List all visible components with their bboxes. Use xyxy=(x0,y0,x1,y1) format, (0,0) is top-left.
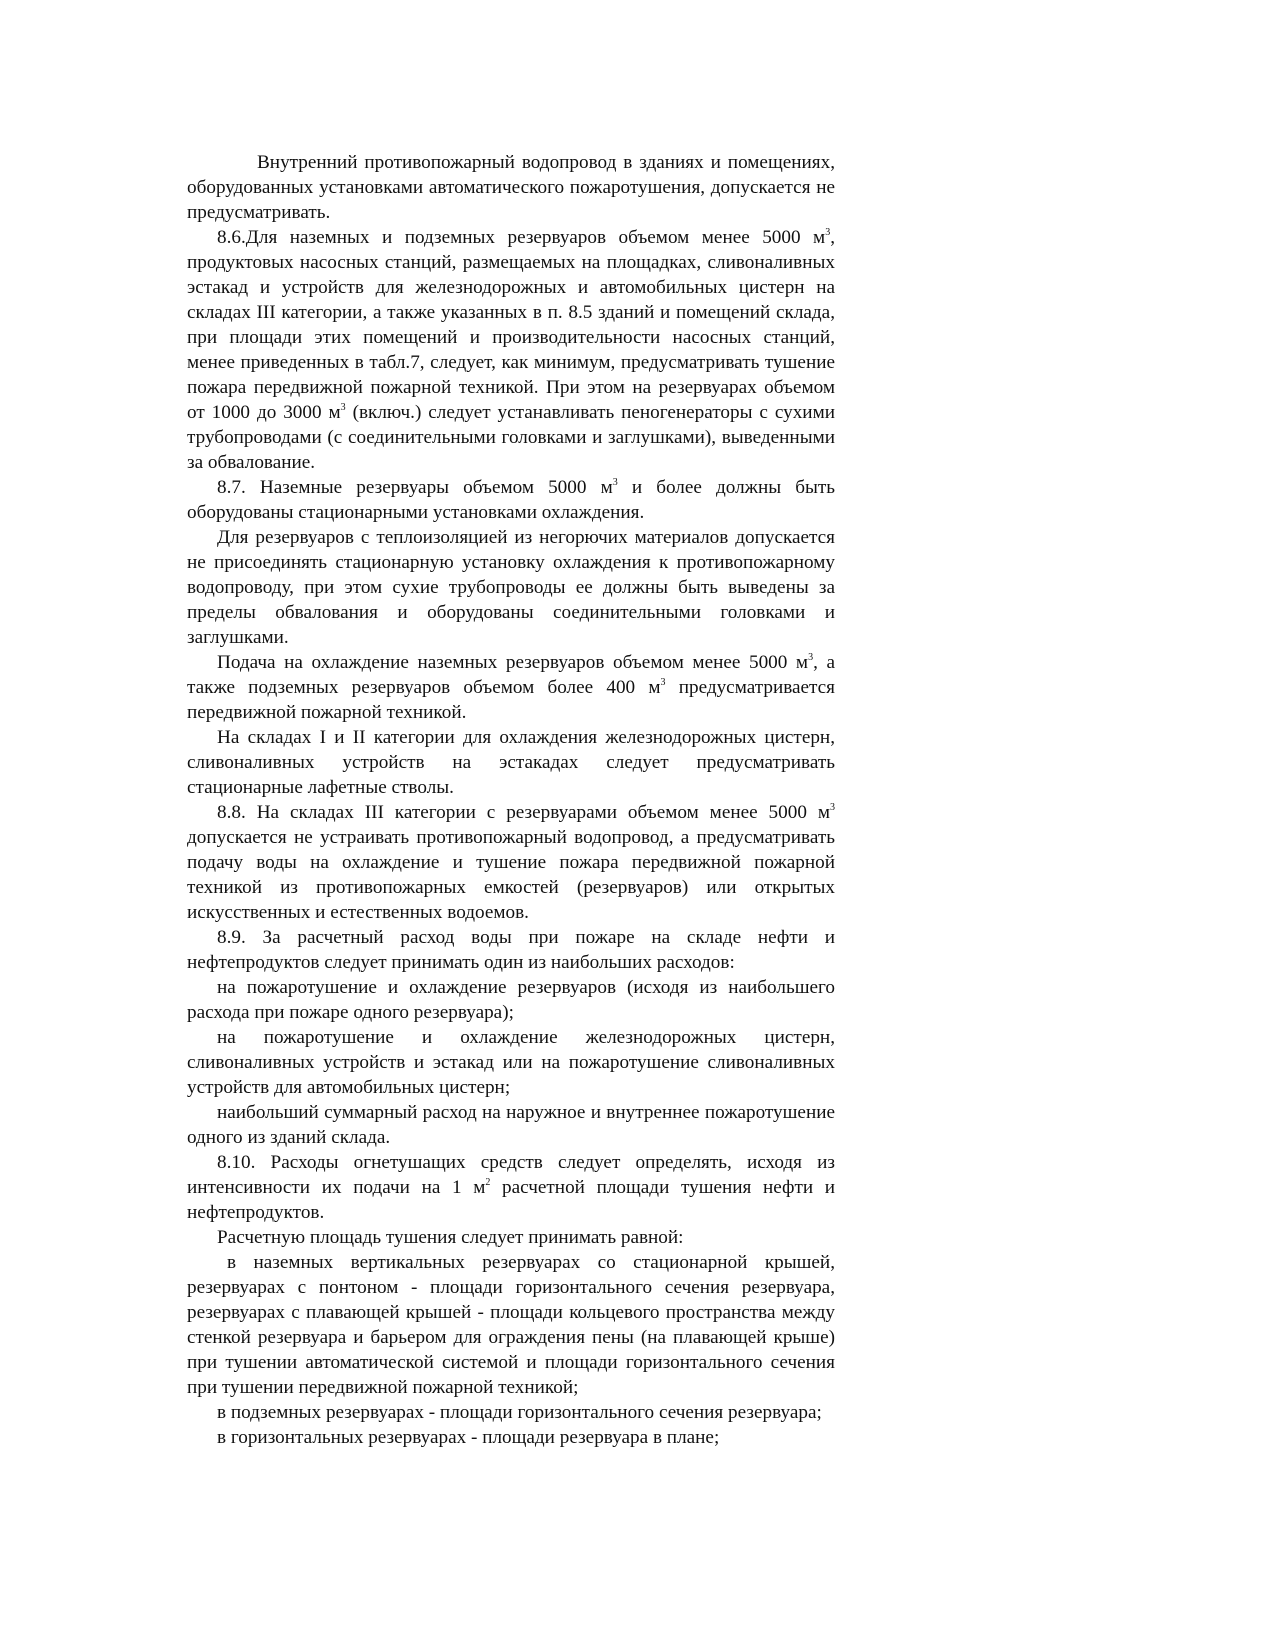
paragraph-area-intro: Расчетную площадь тушения следует принимать равной: xyxy=(217,1227,684,1248)
text-segment: предусматривается передвижной пожарной техникой. xyxy=(187,677,836,723)
text-segment: (включ.) следует устанавливать пеногенераторы с сухими трубопроводами (с соединительными головками и заглушками), выведенными за обвалование. xyxy=(187,402,835,473)
superscript: 3 xyxy=(830,802,835,813)
paragraph-intro: Внутренний противопожарный водопровод в зданиях и помещениях, оборудованных установками автоматического пожаротушения, допускается не предусматривать. xyxy=(187,152,835,223)
paragraph-8-6 xyxy=(187,225,835,475)
paragraph-cooling-supply xyxy=(187,650,835,725)
text-segment: 8.6.Для наземных и подземных резервуаров объемом менее 5000 м xyxy=(217,227,826,248)
paragraph-8-7 xyxy=(187,475,835,525)
text-segment: 8.10. Расходы огнетушащих средств следует определять, исходя из интенсивности их подачи на 1 м xyxy=(187,1152,835,1198)
paragraph-8-9-item-b: на пожаротушение и охлаждение железнодорожных цистерн, сливоналивных устройств и эстакад или на пожаротушение сливоналивных устройств для автомобильных цистерн; xyxy=(187,1027,835,1098)
superscript: 3 xyxy=(612,477,618,488)
paragraph-8-8 xyxy=(187,800,835,925)
paragraph-8-9: 8.9. За расчетный расход воды при пожаре на складе нефти и нефтепродуктов следует принимать один из наибольших расходов: xyxy=(187,927,835,973)
text-segment: допускается не устраивать противопожарный водопровод, а предусматривать подачу воды на охлаждение и тушение пожара передвижной пожарной техникой из противопожарных емкостей (резервуаров) или открытых искусственных и естественных водоемов. xyxy=(187,827,835,923)
superscript: 3 xyxy=(825,227,831,238)
paragraph-8-10 xyxy=(187,1150,835,1225)
superscript: 3 xyxy=(660,677,666,688)
paragraph-area-item-c: в горизонтальных резервуарах - площади резервуара в плане; xyxy=(217,1427,720,1448)
text-segment: 8.8. На складах III категории с резервуарами объемом менее 5000 м xyxy=(217,802,830,823)
text-segment: , а также подземных резервуаров объемом более 400 м xyxy=(187,652,835,698)
paragraph-area-item-a: в наземных вертикальных резервуарах со стационарной крышей, резервуарах с понтоном - площади горизонтального сечения резервуара, резервуарах с плавающей крышей - площади кольцевого пространства между стенкой резервуара и барьером для ограждения пены (на плавающей крыше) при тушении автоматической системой и площади горизонтального сечения при тушении передвижной пожарной техникой; xyxy=(187,1252,835,1398)
document-page xyxy=(187,150,835,1450)
paragraph-8-9-item-c: наибольший суммарный расход на наружное и внутреннее пожаротушение одного из зданий склада. xyxy=(187,1102,835,1148)
text-segment: и более должны быть оборудованы стационарными установками охлаждения. xyxy=(187,477,835,523)
text-segment: , продуктовых насосных станций, размещаемых на площадках, сливоналивных эстакад и устройств для железнодорожных и автомобильных цистерн на складах III категории, а также указанных в п. 8.5 зданий и помещений склада, при площади этих помещений и производительности насосных станций, менее приведенных в табл.7, следует, как минимум, предусматривать тушение пожара передвижной пожарной техникой. При этом на резервуарах объемом от 1000 до 3000 м xyxy=(187,227,835,423)
text-segment: 8.7. Наземные резервуары объемом 5000 м xyxy=(217,477,613,498)
text-segment: Подача на охлаждение наземных резервуаров объемом менее 5000 м xyxy=(217,652,809,673)
superscript: 3 xyxy=(808,652,814,663)
superscript: 3 xyxy=(340,402,346,413)
paragraph-category-1-2: На складах I и II категории для охлаждения железнодорожных цистерн, сливоналивных устройств на эстакадах следует предусматривать стационарные лафетные стволы. xyxy=(187,727,835,798)
paragraph-insulation: Для резервуаров с теплоизоляцией из негорючих материалов допускается не присоединять стационарную установку охлаждения к противопожарному водопроводу, при этом сухие трубопроводы ее должны быть выведены за пределы обвалования и оборудованы соединительными головками и заглушками. xyxy=(187,527,835,648)
text-segment: расчетной площади тушения нефти и нефтепродуктов. xyxy=(187,1177,835,1223)
paragraph-area-item-b: в подземных резервуарах - площади горизонтального сечения резервуара; xyxy=(217,1402,822,1423)
superscript: 2 xyxy=(485,1177,491,1188)
paragraph-8-9-item-a: на пожаротушение и охлаждение резервуаров (исходя из наибольшего расхода при пожаре одного резервуара); xyxy=(187,977,835,1023)
